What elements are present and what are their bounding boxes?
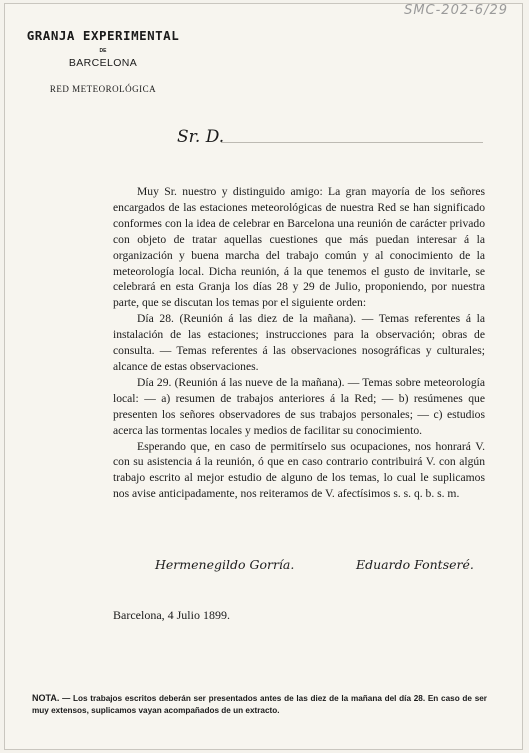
footnote bbox=[32, 693, 487, 716]
archive-reference: SMC-202-6/29 bbox=[404, 3, 508, 18]
letter-page bbox=[4, 3, 523, 750]
letter-body bbox=[113, 184, 485, 502]
footnote-text: — Los trabajos escritos deberán ser presentados antes de las diez de la mañana del día 28. En caso de ser muy extensos, suplicamos vayan acompañados de un extracto. bbox=[32, 694, 487, 715]
paragraph-closing: Esperando que, en caso de permitírselo sus ocupaciones, nos honrará V. con su asistencia á la reunión, ó que en caso contrario contribuirá V. con algún trabajo escrito al mejor estudio de alguno de los temas, lo cual le suplicamos nos avise anticipadamente, nos reiteramos de V. afectísimos s. s. q. b. s. m. bbox=[113, 439, 485, 501]
addressee-line bbox=[221, 142, 483, 143]
salutation: Sr. D. bbox=[177, 127, 225, 147]
letter-date: Barcelona, 4 Julio 1899. bbox=[113, 608, 230, 622]
network-name: RED METEOROLÓGICA bbox=[49, 84, 157, 94]
paragraph-day-28: Día 28. (Reunión á las diez de la mañana). — Temas referentes á la instalación de las estaciones; instrucciones para la observación; obras de consulta. — Temas referentes á las observaciones nosográficas y culturales; alcance de estas observaciones. bbox=[113, 312, 485, 373]
paragraph-day-29: Día 29. (Reunión á las nueve de la mañana). — Temas sobre meteorología local: — a) resumen de trabajos anteriores á la Red; — b) resúmenes que presenten los señores observadores de sus trabajos personales; — c) estudios acerca las tormentas locales y medios de facilitar su conocimiento. bbox=[113, 375, 485, 437]
signature-right: Eduardo Fontseré. bbox=[356, 557, 474, 572]
footnote-label: NOTA. bbox=[32, 693, 60, 703]
paragraph-intro: Muy Sr. nuestro y distinguido amigo: La gran mayoría de los señores encargados de las estaciones meteorológicas de nuestra Red se han significado conformes con la idea de celebrar en Barcelona una reunión de carácter privado con objeto de tratar aquellas cuestiones que más puedan interesar á la organización y buena marcha del trabajo común y al conocimiento de la meteorología local. Dicha reunión, á la que tenemos el gusto de invitarle, se celebrará en esta Granja los días 28 y 29 de Julio, proponiendo, por nuestra parte, que se discutan los temas por el siguiente orden: bbox=[113, 185, 485, 310]
institution-name: GRANJA EXPERIMENTAL bbox=[26, 28, 180, 43]
header-de: DE bbox=[99, 48, 107, 54]
city-name: BARCELONA bbox=[68, 57, 138, 69]
signature-left: Hermenegildo Gorría. bbox=[155, 557, 295, 572]
